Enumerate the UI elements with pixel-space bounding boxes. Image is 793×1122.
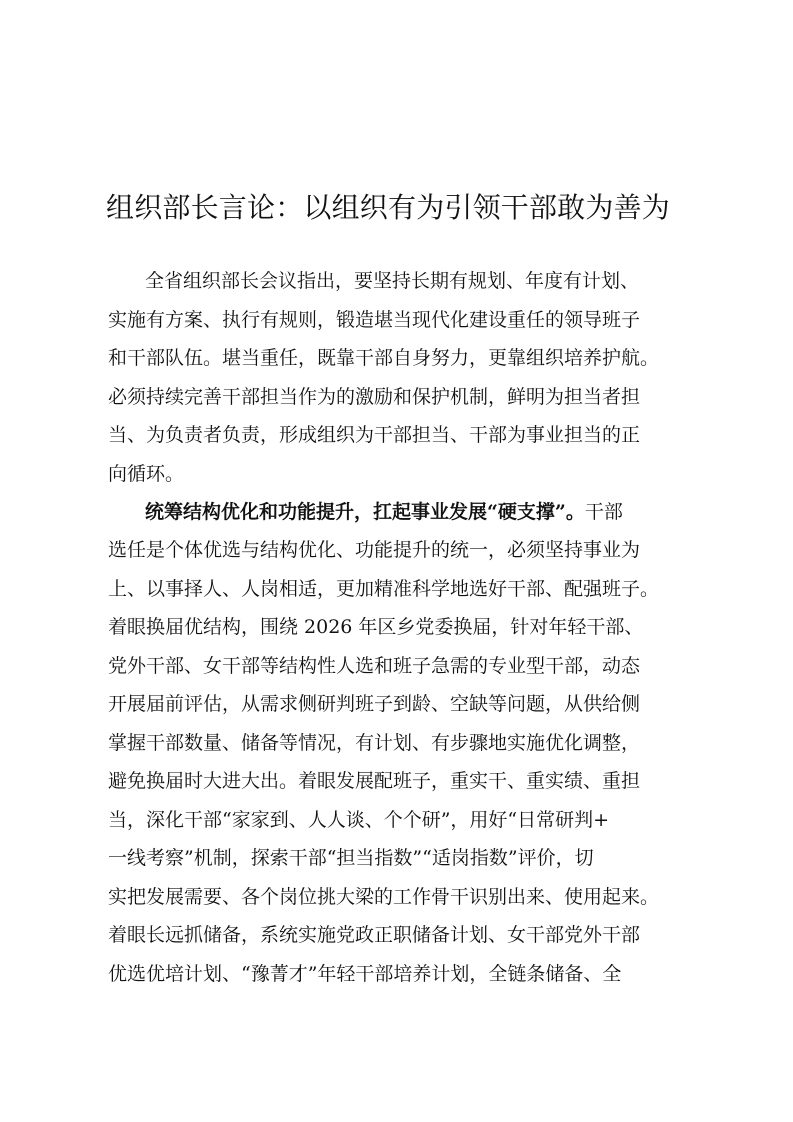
paragraph-2-heading: 统筹结构优化和功能提升，扛起事业发展“硬支撑”。 (145, 501, 585, 523)
paragraph-1-line-6: 向循环。 (108, 463, 185, 485)
paragraph-2-line-11: 实把发展需要、各个岗位挑大梁的工作骨干识别出来、使用起来。 (108, 886, 660, 908)
paragraph-1-line-5: 当、为负责者负责，形成组织为干部担当、干部为事业担当的正 (108, 424, 641, 446)
paragraph-2-line-9: 当，深化干部“家家到、人人谈、个个研”，用好“日常研判+ (108, 809, 610, 831)
paragraph-2-line-7: 掌握干部数量、储备等情况，有计划、有步骤地实施优化调整， (108, 732, 641, 754)
paragraph-2-line-3: 上、以事择人、人岗相适，更加精准科学地选好干部、配强班子。 (108, 578, 660, 600)
paragraph-2-line-5: 党外干部、女干部等结构性人选和班子急需的专业型干部，动态 (108, 655, 641, 677)
document-title: 组织部长言论：以组织有为引领干部敢为善为 (106, 191, 671, 224)
paragraph-2-line-6: 开展届前评估，从需求侧研判班子到龄、空缺等问题，从供给侧 (108, 693, 641, 715)
paragraph-1-line-4: 必须持续完善干部担当作为的激励和保护机制，鲜明为担当者担 (108, 386, 641, 408)
paragraph-2-first-line (145, 495, 698, 529)
paragraph-1-line-1: 全省组织部长会议指出，要坚持长期有规划、年度有计划、 (145, 270, 640, 292)
paragraph-1-line-3: 和干部队伍。堪当重任，既靠干部自身努力，更靠组织培养护航。 (108, 347, 660, 369)
paragraph-2-line-4: 着眼换届优结构，围绕 2026 年区乡党委换届，针对年轻干部、 (108, 616, 644, 638)
paragraph-2-line-13: 优选优培计划、“豫菁才”年轻干部培养计划，全链条储备、全 (108, 963, 622, 985)
paragraph-2-line-8: 避免换届时大进大出。着眼发展配班子，重实干、重实绩、重担 (108, 770, 641, 792)
paragraph-2-line-10: 一线考察”机制，探索干部“担当指数”“适岗指数”评价，切 (108, 847, 594, 869)
paragraph-2-first-line-rest: 干部 (584, 501, 623, 523)
paragraph-2-line-12: 着眼长远抓储备，系统实施党政正职储备计划、女干部党外干部 (108, 924, 641, 946)
paragraph-2-line-2: 选任是个体优选与结构优化、功能提升的统一，必须坚持事业为 (108, 539, 641, 561)
paragraph-1-line-2: 实施有方案、执行有规则，锻造堪当现代化建设重任的领导班子 (108, 309, 641, 331)
